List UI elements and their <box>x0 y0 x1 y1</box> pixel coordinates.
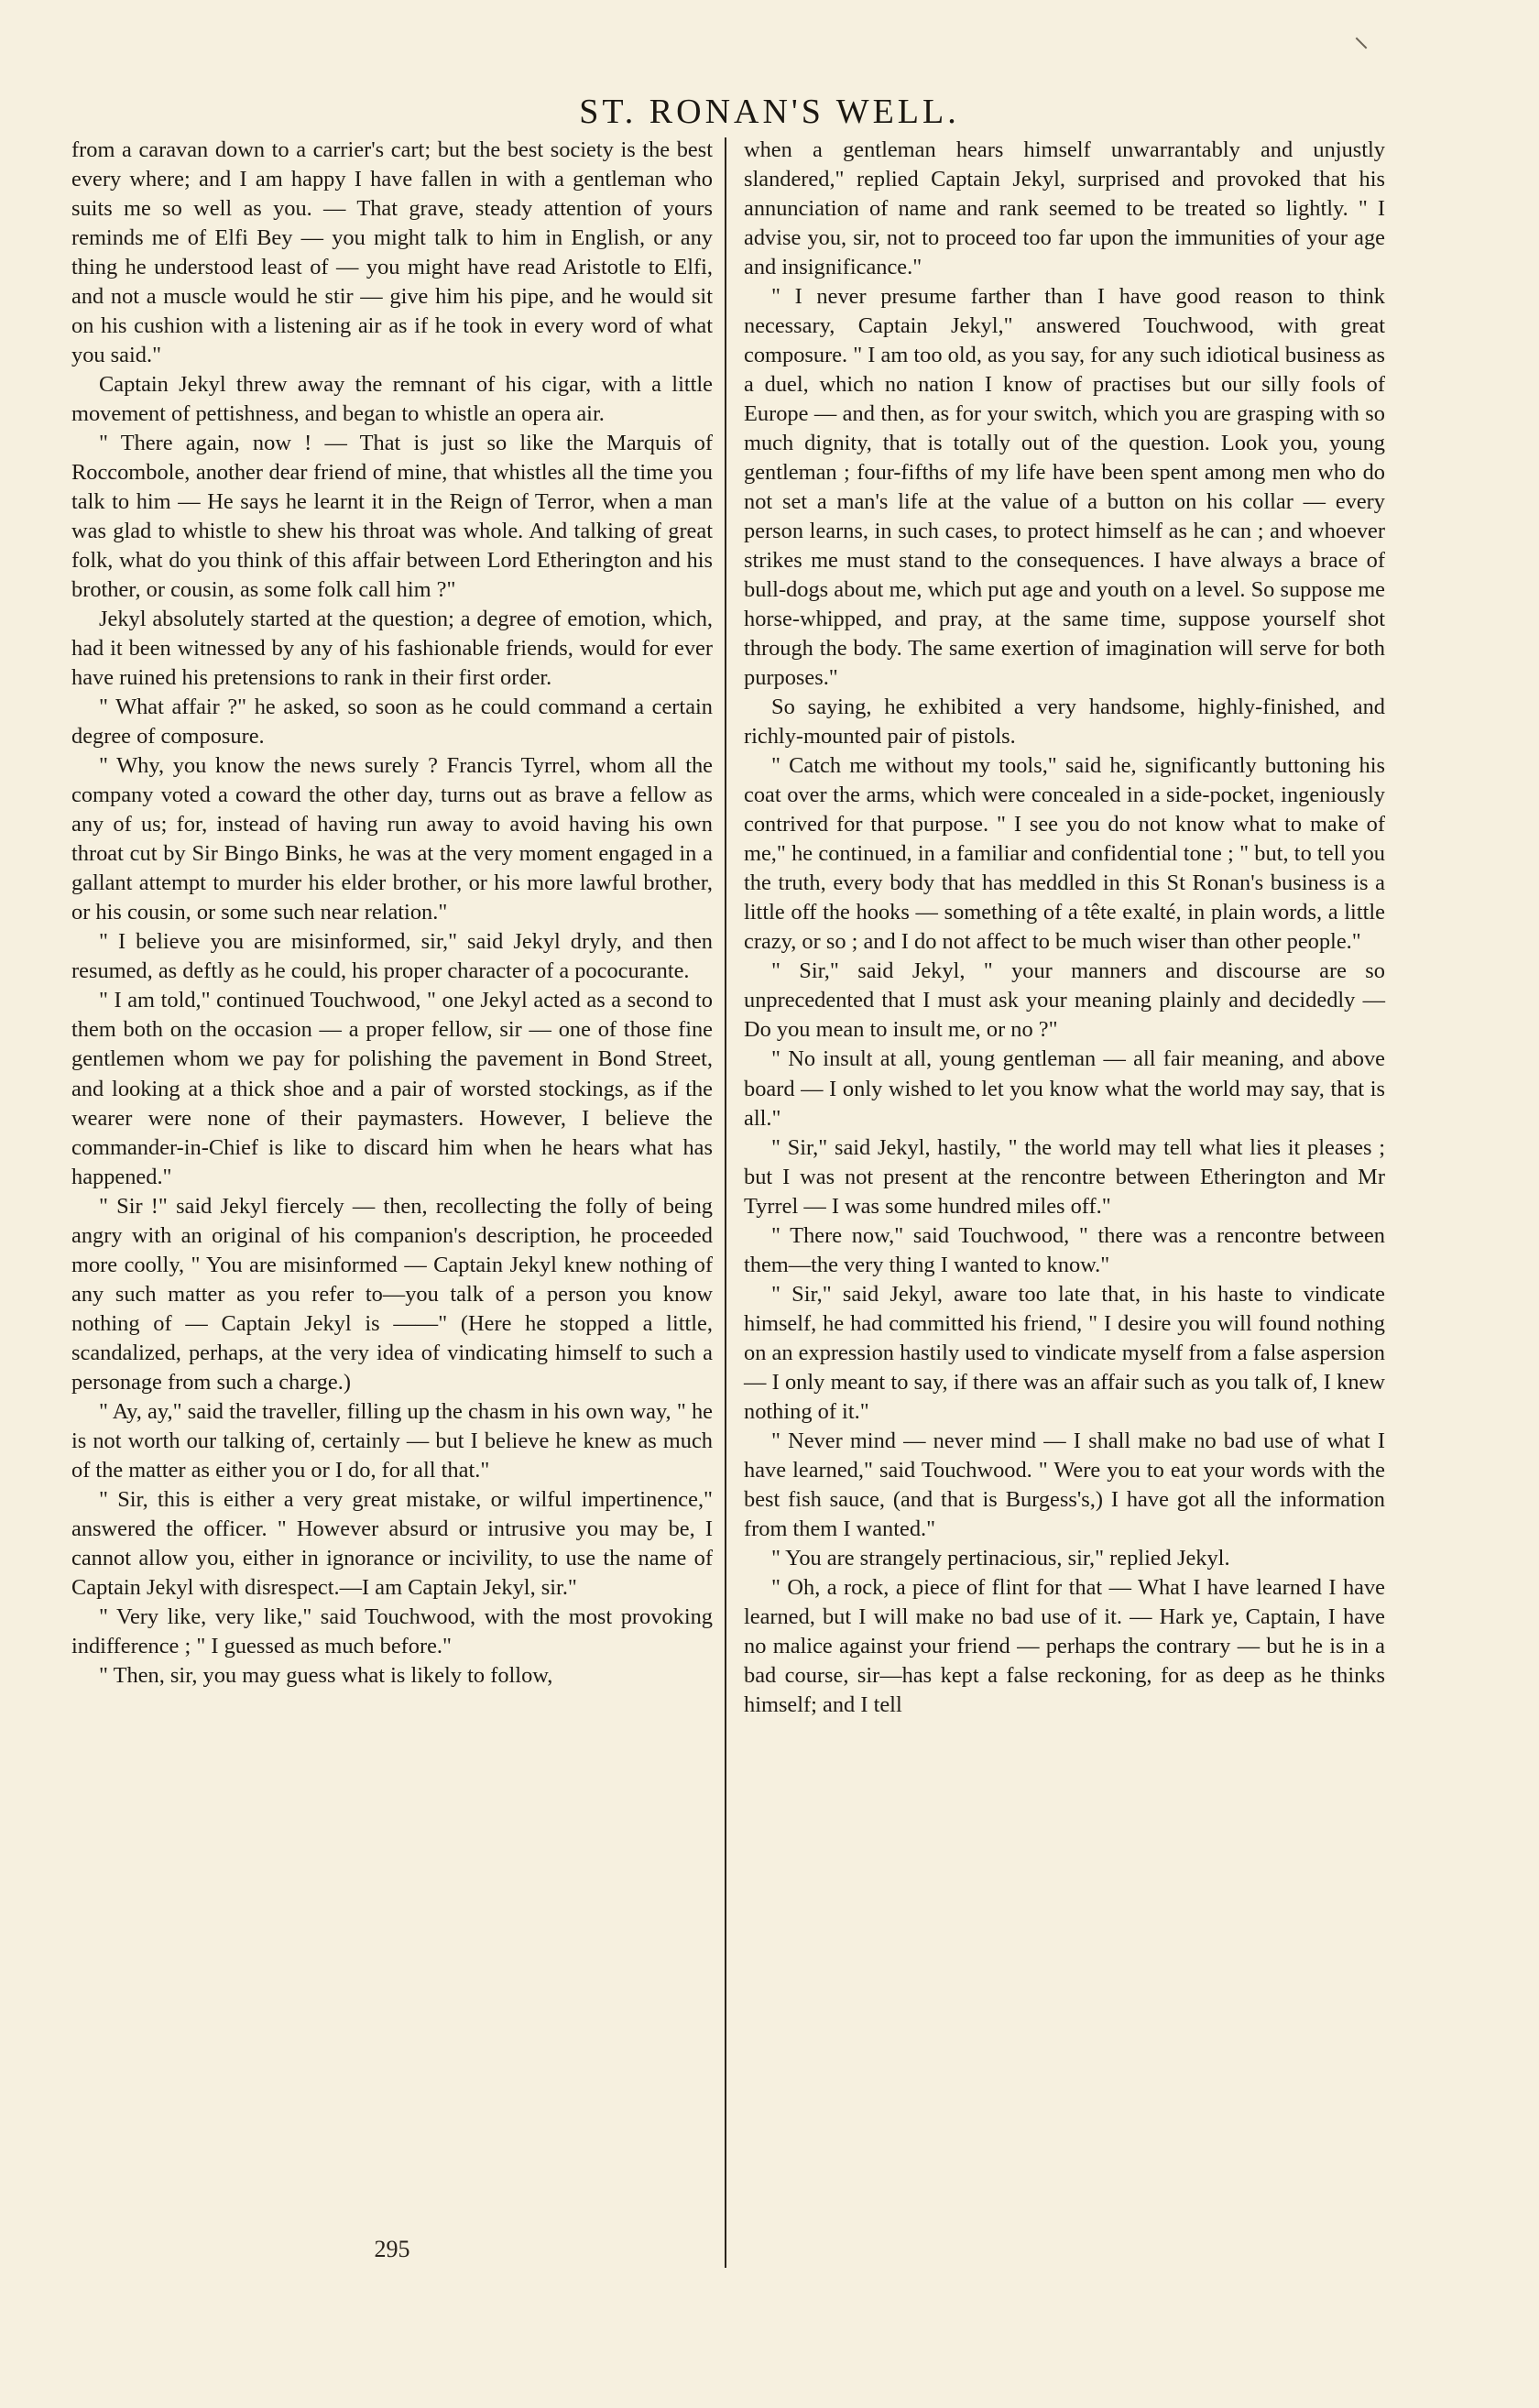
paragraph: " No insult at all, young gentleman — all fair meaning, and above board — I only wished to let you know what the world may say, that is all." <box>744 1046 1385 1131</box>
paragraph: " Sir," said Jekyl, aware too late that, in his haste to vindicate himself, he had committed his friend, " I desire you will found nothing on an expression hastily used to vindicate myself from a false aspersion — I only meant to say, if there was an affair such as you talk of, I knew nothing of it." <box>744 1281 1385 1424</box>
paragraph: " Sir," said Jekyl, hastily, " the world may tell what lies it pleases ; but I was not present at the rencontre between Etherington and Mr Tyrrel — I was some hundred miles off." <box>744 1134 1385 1219</box>
paragraph: " Oh, a rock, a piece of flint for that — What I have learned I have learned, but I will make no bad use of it. — Hark ye, Captain, I have no malice against your friend — perhaps the contrary — but he is in a bad course, sir—has kept a false reckoning, for as deep as he thinks himself; and I tell <box>744 1574 1385 1717</box>
paragraph: " Sir," said Jekyl, " your manners and discourse are so unprecedented that I must ask your meaning plainly and decidedly — Do you mean to insult me, or no ?" <box>744 958 1385 1043</box>
paragraph: " Why, you know the news surely ? Francis Tyrrel, whom all the company voted a coward the other day, turns out as brave a fellow as any of us; for, instead of having run away to avoid having his own throat cut by Sir Bingo Binks, he was at the very moment engaged in a gallant attempt to murder his elder brother, or his more lawful brother, or his cousin, or some such near relation." <box>71 753 713 925</box>
paragraph: " Sir, this is either a very great mistake, or wilful impertinence," answered the officer. " However absurd or intrusive you may be, I cannot allow you, either in ignorance or incivility, to use the name of Captain Jekyl with disrespect.—I am Captain Jekyl, sir." <box>71 1486 713 1600</box>
paragraph: So saying, he exhibited a very handsome, highly-finished, and richly-mounted pair of pistols. <box>744 695 1385 750</box>
paragraph: " Never mind — never mind — I shall make no bad use of what I have learned," said Touchwood. " Were you to eat your words with the best fish sauce, (and that is Burgess's,) I have got all the information from them I wanted." <box>744 1428 1385 1541</box>
paragraph: " What affair ?" he asked, so soon as he could command a certain degree of composure. <box>71 695 713 750</box>
paragraph: " Catch me without my tools," said he, significantly buttoning his coat over the arms, which were concealed in a side-pocket, ingeniously contrived for that purpose. " I see you do not know what to make of me," he continued, in a familiar and confidential tone ; " but, to tell you the truth, every body that has meddled in this St Ronan's business is a little off the hooks — something of a tête exalté, in plain words, a little crazy, or so ; and I do not affect to be much wiser than other people." <box>744 753 1385 955</box>
paragraph: from a caravan down to a carrier's cart; but the best society is the best every where; and I am happy I have fallen in with a gentleman who suits me so well as you. — That grave, steady attention of yours reminds me of Elfi Bey — you might talk to him in English, or any thing he understood least of — you might have read Aristotle to Elfi, and not a muscle would he stir — give him his pipe, and he would sit on his cushion with a listening air as if he took in every word of what you said." <box>71 137 713 368</box>
paragraph: " You are strangely pertinacious, sir," replied Jekyl. <box>771 1545 1230 1571</box>
paragraph: when a gentleman hears himself unwarrantably and unjustly slandered," replied Captain Jekyl, surprised and provoked that his annunciation of name and rank seemed to be treated so lightly. " I advise you, sir, not to proceed too far upon the immunities of your age and insignificance." <box>744 137 1385 280</box>
paragraph: Jekyl absolutely started at the question; a degree of emotion, which, had it been witnessed by any of his fashionable friends, would for ever have ruined his pretensions to rank in their first order. <box>71 607 713 691</box>
corner-mark <box>1356 38 1368 49</box>
column-divider <box>725 137 726 2268</box>
right-column <box>744 136 1385 1720</box>
paragraph: " I believe you are misinformed, sir," said Jekyl dryly, and then resumed, as deftly as he could, his proper character of a pococurante. <box>71 929 713 984</box>
paragraph: " Ay, ay," said the traveller, filling up the chasm in his own way, " he is not worth our talking of, certainly — but I believe he knew as much of the matter as either you or I do, for all that." <box>71 1398 713 1483</box>
paragraph: " There now," said Touchwood, " there was a rencontre between them—the very thing I wanted to know." <box>744 1222 1385 1277</box>
paragraph: " I am told," continued Touchwood, " one Jekyl acted as a second to them both on the occasion — a proper fellow, sir — one of those fine gentlemen whom we pay for polishing the pavement in Bond Street, and looking at a thick shoe and a pair of worsted stockings, as if the wearer were none of their paymasters. However, I believe the commander-in-Chief is like to discard him when he hears what has happened." <box>71 988 713 1189</box>
paragraph: " Sir !" said Jekyl fiercely — then, recollecting the folly of being angry with an original of his companion's description, he proceeded more coolly, " You are misinformed — Captain Jekyl knew nothing of any such matter as you refer to—you talk of a person you know nothing of — Captain Jekyl is ——" (Here he stopped a little, scandalized, perhaps, at the very idea of vindicating himself to such a personage from such a charge.) <box>71 1193 713 1395</box>
page-number: 295 <box>374 2236 410 2262</box>
paragraph: Captain Jekyl threw away the remnant of his cigar, with a little movement of pettishness, and began to whistle an opera air. <box>71 372 713 427</box>
paragraph: " There again, now ! — That is just so like the Marquis of Roccombole, another dear friend of mine, that whistles all the time you talk to him — He says he learnt it in the Reign of Terror, when a man was glad to whistle to shew his throat was whole. And talking of great folk, what do you think of this affair between Lord Etherington and his brother, or cousin, as some folk call him ?" <box>71 431 713 603</box>
paragraph: " Very like, very like," said Touchwood, with the most provoking indifference ; " I guessed as much before." <box>71 1604 713 1658</box>
running-header: ST. RONAN'S WELL. <box>579 93 960 131</box>
paragraph: " I never presume farther than I have good reason to think necessary, Captain Jekyl," answered Touchwood, with great composure. " I am too old, as you say, for any such idiotical business as a duel, which no nation I know of practises but our silly fools of Europe — and then, as for your switch, which you are grasping with so much dignity, that is totally out of the question. Look you, young gentleman ; four-fifths of my life have been spent among men who do not set a man's life at the value of a button on his collar — every person learns, in such cases, to protect himself as he can ; and whoever strikes me must stand to the consequences. I have always a brace of bull-dogs about me, which put age and youth on a level. So suppose me horse-whipped, and pray, at the same time, suppose yourself shot through the body. The same exertion of imagination will serve for both purposes." <box>744 284 1385 691</box>
paragraph: " Then, sir, you may guess what is likely to follow, <box>99 1662 553 1688</box>
left-column <box>71 136 713 1691</box>
